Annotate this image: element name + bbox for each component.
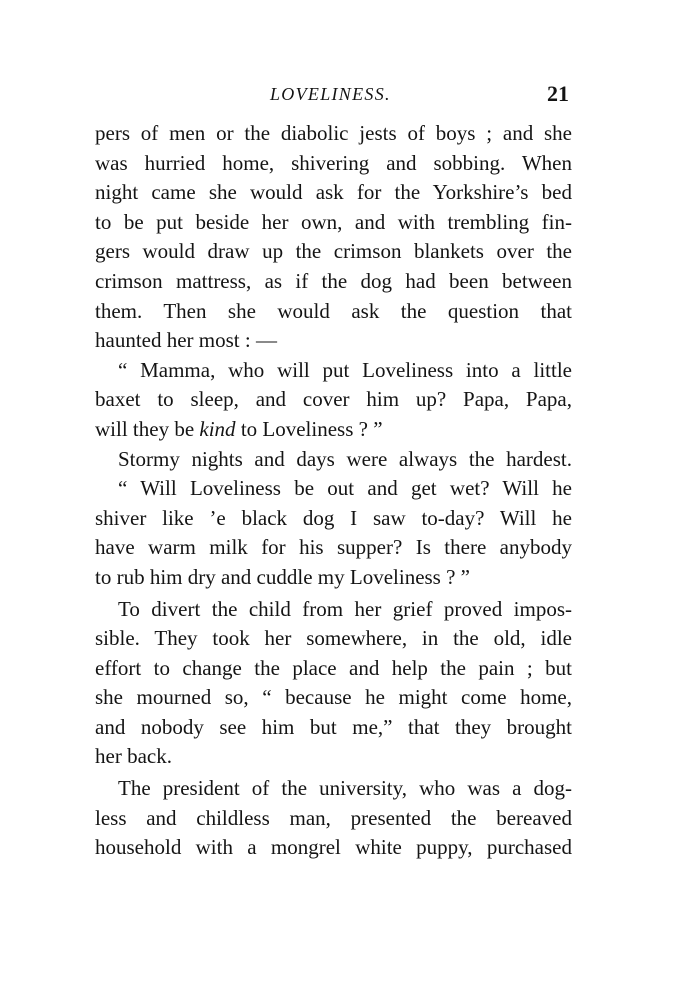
text-line: household with a mongrel white puppy, purchased [95,835,572,860]
text-line: them. Then she would ask the question that [95,298,572,323]
text-line: less and childless man, presented the bereaved [95,805,572,830]
text-line: have warm milk for his supper? Is there anybody [95,535,572,560]
text-line: and nobody see him but me,” that they brought [95,714,572,739]
text-line: baxet to sleep, and cover him up? Papa, Papa, [95,387,572,412]
text-line: to rub him dry and cuddle my Loveliness ? ” [95,564,470,589]
text-line: haunted her most : — [95,328,277,353]
text-line: To divert the child from her grief proved impos- [118,596,572,621]
text-line: “ Will Loveliness be out and get wet? Will he [118,476,572,501]
text-line-with-italic [95,415,572,445]
text-line: she mourned so, “ because he might come home, [95,685,572,710]
text-line: gers would draw up the crimson blankets over the [95,239,572,264]
text-line: crimson mattress, as if the dog had been between [95,268,572,293]
text-line: night came she would ask for the Yorkshire’s bed [95,180,572,205]
text-line: sible. They took her somewhere, in the old, idle [95,626,572,651]
running-title: LOVELINESS. [270,84,391,104]
text-line: “ Mamma, who will put Loveliness into a little [118,357,572,382]
page-number: 21 [547,81,569,106]
text-line: her back. [95,744,172,769]
text-line: pers of men or the diabolic jests of boys ; and she [95,121,572,145]
text-fragment: to Loveliness ? ” [235,416,383,441]
italic-word: kind [199,416,236,441]
text-line: shiver like ’e black dog I saw to-day? Will he [95,505,572,530]
text-fragment: will they be [95,416,200,441]
running-head [95,81,572,110]
text-line: to be put beside her own, and with trembling fin- [95,209,572,234]
text-line: Stormy nights and days were always the hardest. [118,446,572,471]
text-line: was hurried home, shivering and sobbing. When [95,150,572,175]
body-text [95,119,572,863]
text-line: The president of the university, who was a dog- [118,776,572,801]
text-line: effort to change the place and help the pain ; but [95,655,572,680]
